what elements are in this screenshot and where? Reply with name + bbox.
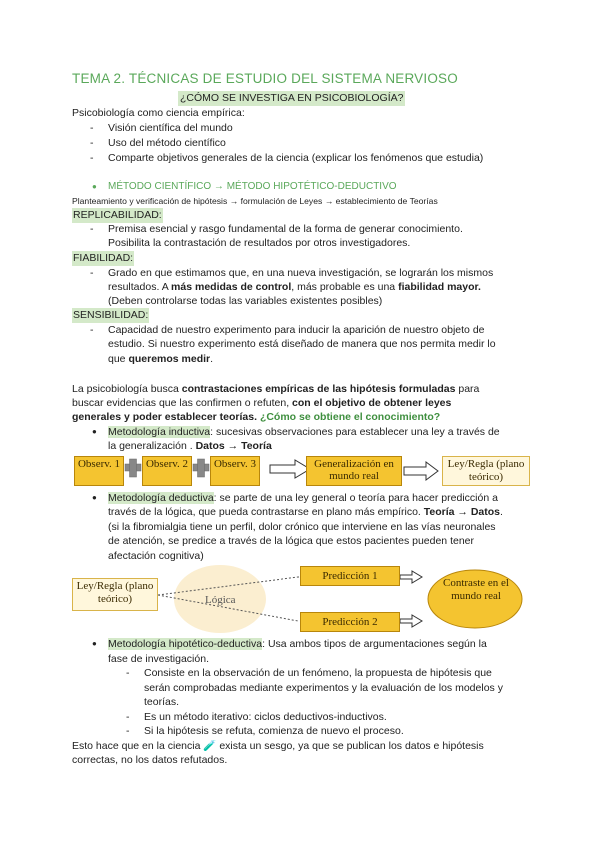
method-flow: Planteamiento y verificación de hipótesis → formulación de Leyes → establecimiento de Teorías	[72, 196, 438, 206]
sensibilidad-label: SENSIBILIDAD:	[73, 309, 149, 321]
observation-box: Observ. 2	[142, 456, 192, 486]
text-line: fase de investigación.	[108, 653, 209, 665]
list-item: - Premisa esencial y rasgo fundamental de la forma de generar conocimiento.	[108, 222, 463, 237]
plus-icon	[125, 459, 141, 477]
arrow-icon	[402, 458, 442, 484]
text-line: de atención, se predice a través de la lógica que estos pacientes pueden tener	[108, 535, 474, 547]
replicabilidad-label: REPLICABILIDAD:	[73, 209, 162, 221]
inductive-connectors	[120, 455, 320, 487]
list-item: - Visión científica del mundo	[108, 121, 233, 136]
deductiva-item: ● Metodología deductiva: se parte de una ley general o teoría para hacer predicción a	[108, 491, 498, 506]
text-line: teorías.	[144, 696, 180, 708]
text-line: serán comprobadas mediante experimentos y la evaluación de los modelos y	[144, 682, 503, 694]
text-line: estudio. Si nuestro experimento está diseñado de manera que nos permita medir lo	[108, 338, 496, 350]
plus-icon	[193, 459, 209, 477]
list-item: - Grado en que estimamos que, en una nueva investigación, se lograrán los mismos	[108, 266, 493, 281]
text-line: Posibilita la contrastación de resultados por otros investigadores.	[108, 237, 411, 249]
list-item: - Es un método iterativo: ciclos deductivos-inductivos.	[144, 710, 387, 725]
list-item: - Capacidad de nuestro experimento para inducir la aparición de nuestro objeto de	[108, 323, 485, 338]
observation-box: Observ. 3	[210, 456, 260, 486]
law-box: Ley/Regla (plano teórico)	[442, 456, 530, 486]
list-item: - Si la hipótesis se refuta, comienza de nuevo el proceso.	[144, 724, 404, 739]
paragraph-line: La psicobiología busca contrastaciones empíricas de las hipótesis formuladas para	[72, 383, 480, 395]
prediction-box: Predicción 1	[300, 566, 400, 586]
list-item: - Uso del método científico	[108, 136, 226, 151]
hipotetico-item: ● Metodología hipotético-deductiva: Usa ambos tipos de argumentaciones según la	[108, 637, 487, 652]
arrow-icon	[400, 615, 422, 627]
text-line: (si la fibromialgia tiene un perfil, dolor crónico que interviene en las vías neuronales	[108, 521, 496, 533]
list-item: - Consiste en la observación de un fenómeno, la propuesta de hipótesis que	[144, 666, 492, 681]
intro-text: Psicobiología como ciencia empírica:	[72, 107, 245, 119]
contrast-label: Contraste en el mundo real	[443, 577, 509, 602]
observation-box: Observ. 1	[74, 456, 124, 486]
closing-line: correctas, no los datos refutados.	[72, 754, 228, 766]
method-heading: ● MÉTODO CIENTÍFICO → MÉTODO HIPOTÉTICO-DEDUCTIVO	[108, 180, 397, 195]
text-line: resultados. A más medidas de control, más probable es una fiabilidad mayor.	[108, 281, 481, 293]
text-line: afectación cognitiva)	[108, 550, 204, 562]
paragraph-line: generales y poder establecer teorías. ¿Cómo se obtiene el conocimiento?	[72, 411, 441, 423]
list-item: - Comparte objetivos generales de la ciencia (explicar los fenómenos que estudia)	[108, 151, 483, 166]
generalization-box: Generalización en mundo real	[306, 456, 402, 486]
paragraph-line: buscar evidencias que las confirmen o refuten, con el objetivo de obtener leyes	[72, 397, 452, 409]
text-line: (Deben controlarse todas las variables existentes posibles)	[108, 295, 383, 307]
fiabilidad-label: FIABILIDAD:	[73, 252, 134, 264]
logic-label: Lógica	[205, 594, 236, 606]
closing-line: Esto hace que en la ciencia 🧪 exista un sesgo, ya que se publican los datos e hipótesis	[72, 740, 484, 752]
arrow-icon	[400, 571, 422, 583]
text-line: la generalización . Datos → Teoría	[108, 440, 272, 452]
test-tube-icon: 🧪	[203, 740, 217, 752]
prediction-box: Predicción 2	[300, 612, 400, 632]
section-subtitle: ¿CÓMO SE INVESTIGA EN PSICOBIOLOGÍA?	[180, 92, 404, 104]
inductiva-item: ● Metodología inductiva: sucesivas observaciones para establecer una ley a través de	[108, 425, 500, 440]
arrow-icon	[270, 460, 310, 478]
law-box: Ley/Regla (plano teórico)	[72, 578, 158, 611]
text-line: través de la lógica, que pueda contrastarse en plano más empírico. Teoría → Datos.	[108, 506, 503, 518]
text-line: que queremos medir.	[108, 353, 214, 365]
page-title: TEMA 2. TÉCNICAS DE ESTUDIO DEL SISTEMA NERVIOSO	[72, 71, 458, 86]
